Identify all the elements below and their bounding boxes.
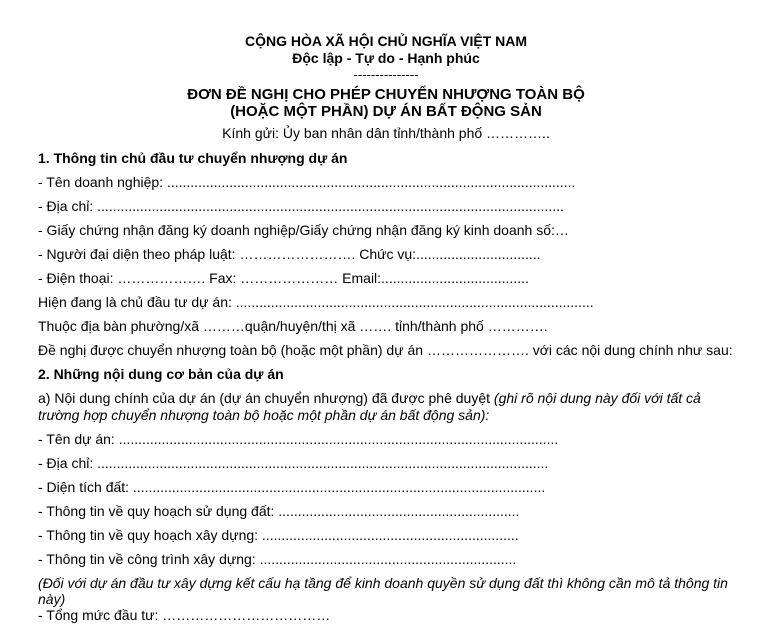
section1-heading: 1. Thông tin chủ đầu tư chuyển nhượng dự án [38, 150, 348, 166]
field-land-area: - Diện tích đất: .......................................................................................................... [38, 479, 546, 495]
field-project-location: Thuộc địa bàn phường/xã ………quận/huyện/thị xã ……. tỉnh/thành phố …………. [38, 318, 548, 334]
salutation-line: Kính gửi: Ủy ban nhân dân tỉnh/thành phố ………….. [222, 125, 550, 141]
field-total-investment-partial: - Tổng mức đầu tư: ……………………………… [38, 607, 331, 623]
field-current-investor: Hiện đang là chủ đầu tư dự án: ............................................................................................ [38, 294, 594, 310]
form-title-line2: (HOẶC MỘT PHẦN) DỰ ÁN BẤT ĐỘNG SẢN [230, 103, 542, 120]
field-phone-fax-email: - Điện thoại: ………………. Fax: ………………… Email:...................................... [38, 270, 529, 286]
project-content-normal: a) Nội dung chính của dự án (dự án chuyển nhượng) đã được phê duyệt [38, 390, 494, 406]
project-content-paragraph [38, 390, 734, 424]
independence-motto: Độc lập - Tự do - Hạnh phúc [292, 50, 480, 66]
form-title-line1: ĐƠN ĐỀ NGHỊ CHO PHÉP CHUYỂN NHƯỢNG TOÀN BỘ [187, 86, 585, 103]
field-construction-planning: - Thông tin về quy hoạch xây dựng: .................................................................. [38, 527, 519, 543]
separator-dashes: --------------- [353, 67, 419, 82]
field-legal-representative: - Người đại diện theo pháp luật: ……………………. Chức vụ:................................ [38, 246, 541, 262]
infrastructure-exception-note: (Đối với dự án đầu tư xây dựng kết cấu hạ tầng để kinh doanh quyền sử dụng đất thì không cần mô tả thông tin này) [38, 575, 728, 607]
form-title [38, 86, 734, 120]
field-land-use-planning: - Thông tin về quy hoạch sử dụng đất: .............................................................. [38, 503, 520, 519]
field-business-registration-number: - Giấy chứng nhận đăng ký doanh nghiệp/Giấy chứng nhận đăng ký kinh doanh số:… [38, 222, 569, 238]
field-company-name: - Tên doanh nghiệp: ......................................................................................................... [38, 174, 576, 190]
field-project-name: - Tên dự án: ................................................................................................................. [38, 431, 559, 447]
field-project-address: - Địa chỉ: .................................................................................................................... [38, 455, 549, 471]
section2-heading: 2. Những nội dung cơ bản của dự án [38, 366, 284, 382]
transfer-request-paragraph: Đề nghị được chuyển nhượng toàn bộ (hoặc một phần) dự án …………………. với các nội dung chính như sau: [38, 342, 733, 358]
field-construction-works: - Thông tin về công trình xây dựng: .................................................................. [38, 551, 517, 567]
project-content-italic-note: (ghi rõ nội dung này đối với tất cả trường hợp chuyển nhượng toàn bộ hoặc một phần dự án bất động sản): [38, 390, 701, 423]
field-company-address: - Địa chỉ: ........................................................................................................................ [38, 198, 564, 214]
national-title: CỘNG HÒA XÃ HỘI CHỦ NGHĨA VIỆT NAM [244, 33, 528, 49]
